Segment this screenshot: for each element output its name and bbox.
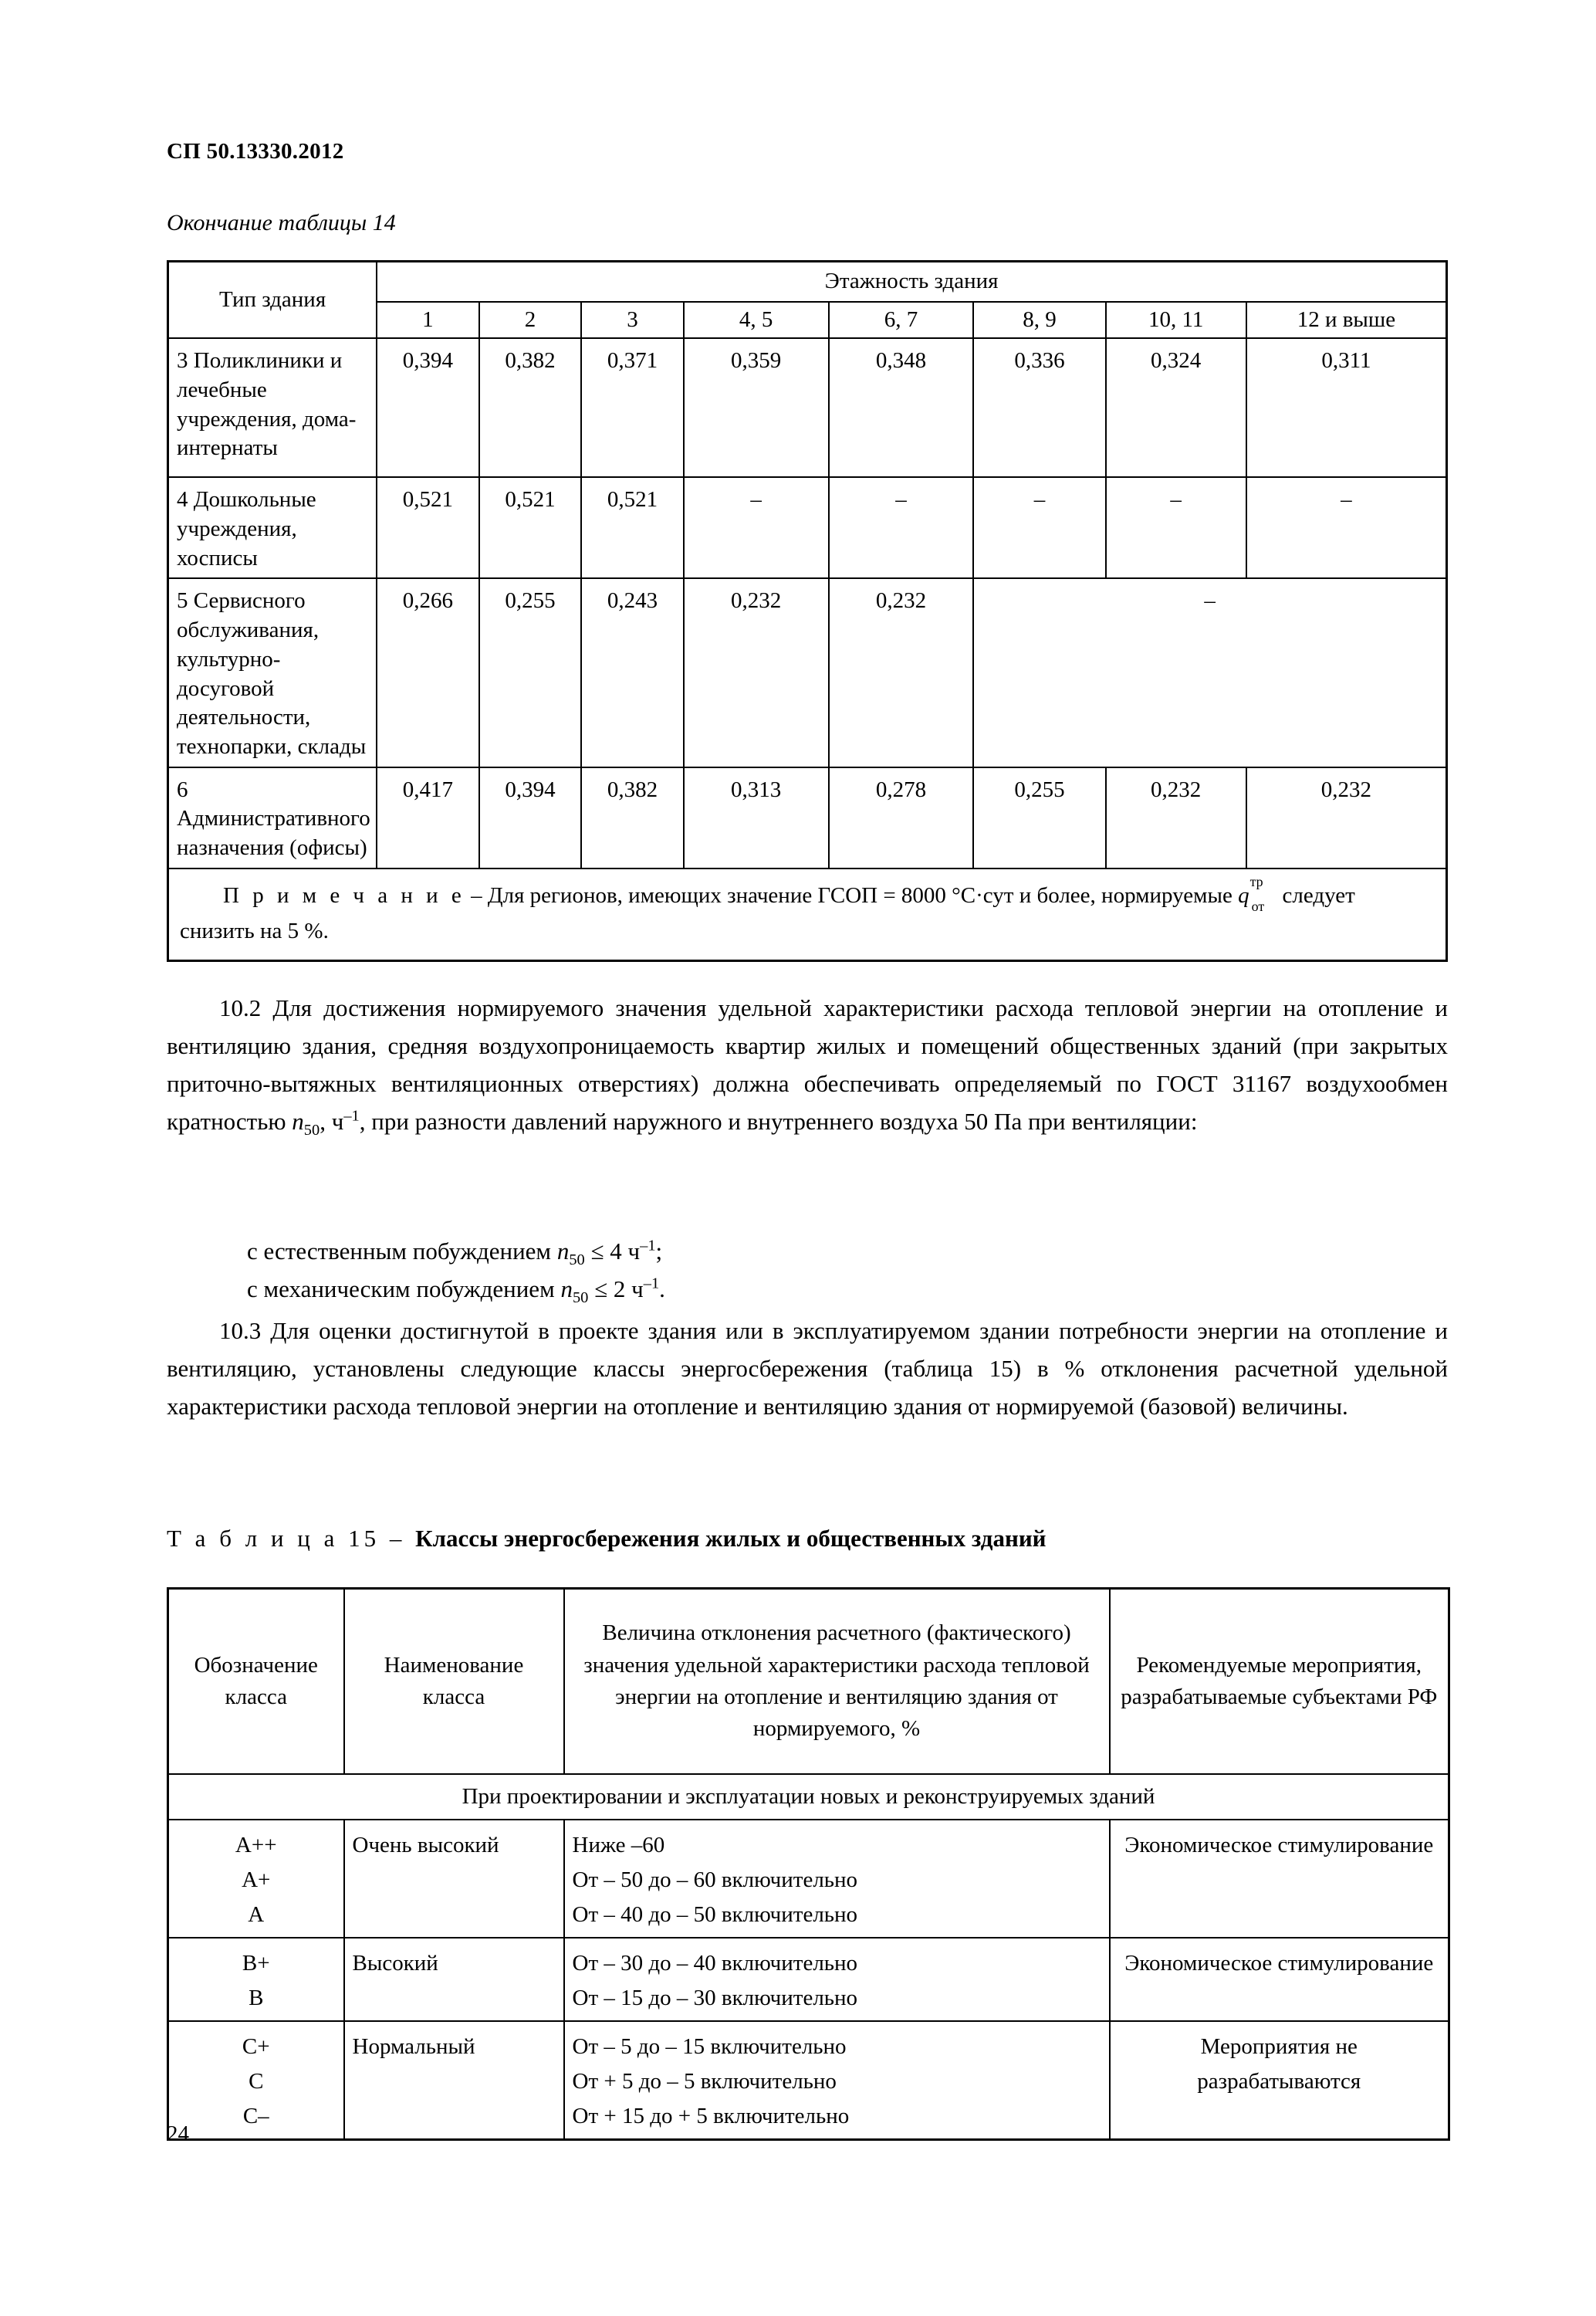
paragraph-10-3: 10.3 Для оценки достигнутой в проекте здания или в эксплуатируемом здании потребности энергии на отопление и вентиляцию, установлены следующие классы энергосбережения (таблица 15) в % отклонения расчетной удельной характеристики расхода тепловой энергии на отопление и вентиляцию здания от нормируемой (базовой) величины. (167, 1317, 1448, 1420)
page-number: 24 (167, 2121, 189, 2146)
class-code: B+ (242, 1951, 270, 1976)
table14-col-2: 2 (479, 302, 582, 339)
class-code: C (249, 2068, 264, 2094)
table14-col-1: 1 (377, 302, 479, 339)
table14-row6-name: 6 Административного назначения (офисы) (168, 767, 377, 868)
table14-col-8: 12 и выше (1246, 302, 1447, 339)
paragraph-10-2-variable-sub: 50 (303, 1122, 320, 1139)
table14-col-5: 6, 7 (829, 302, 974, 339)
table15-header-deviation: Величина отклонения расчетного (фактического) значения удельной характеристики расхода тепловой энергии на отопление и вентиляцию здания от нормируемого, % (564, 1589, 1110, 1774)
sub-natural-variable: n (556, 1238, 570, 1265)
table15-group3-name: Нормальный (344, 2021, 564, 2139)
table14-row4-v1: 0,521 (377, 477, 479, 578)
paragraph-10-2-variable: n (292, 1107, 304, 1135)
table14-row3-v6: 0,336 (973, 338, 1105, 477)
table14-row4-v8: – (1246, 477, 1447, 578)
table-row (168, 767, 1447, 868)
paragraph-10-2-text: 10.2 Для достижения нормируемого значения удельной характеристики расхода тепловой энергии на отопление и вентиляцию здания, средняя воздухопроницаемость квартир жилых и помещений общественных зданий (при закрытых приточно-вытяжных вентиляционных отверстиях) должна обеспечивать определяемый по ГОСТ 31167 воздухообмен кратностью (167, 994, 1448, 1135)
table-row (168, 1938, 1449, 2021)
table15-group1-measures: Экономическое стимулирование (1110, 1820, 1449, 1938)
paragraph-10-2 (167, 990, 1448, 1143)
table14-container (167, 260, 1448, 962)
table14-row4-v6: – (973, 477, 1105, 578)
table14-col-4: 4, 5 (684, 302, 829, 339)
sub-mech-tail: . (659, 1275, 665, 1302)
table14-col-7: 10, 11 (1106, 302, 1246, 339)
table15-caption-title: Классы энергосбережения жилых и общественных зданий (415, 1525, 1047, 1552)
class-code: C– (242, 2103, 269, 2128)
table15-group2-name: Высокий (344, 1938, 564, 2021)
table14-header-type: Тип здания (168, 262, 377, 339)
sub-natural-variable-sub: 50 (569, 1251, 585, 1269)
table15-section-row (168, 1774, 1449, 1820)
table14-row3-v7: 0,324 (1106, 338, 1246, 477)
table-row (168, 477, 1447, 578)
class-code: B (249, 1985, 264, 2010)
table14-row6-v5: 0,278 (829, 767, 974, 868)
sub-mech-mid: ≤ 2 ч (588, 1275, 644, 1302)
table-row (168, 338, 1447, 477)
table15-container (167, 1587, 1450, 2141)
table14-row3-v4: 0,359 (684, 338, 829, 477)
range-line: От – 30 до – 40 включительно (572, 1951, 858, 1976)
table15-header-class-name: Наименование класса (344, 1589, 564, 1774)
table14-header-storeys: Этажность здания (377, 262, 1446, 302)
table15 (167, 1587, 1450, 2141)
table14-row4-v7: – (1106, 477, 1246, 578)
table14-row3-name: 3 Поликлиники и лечебные учреждения, дома-интернаты (168, 338, 377, 477)
table15-header-measures: Рекомендуемые мероприятия, разрабатываемые субъектами РФ (1110, 1589, 1449, 1774)
range-line: От – 50 до – 60 включительно (572, 1867, 858, 1893)
sub-item-mechanical-ventilation (167, 1271, 1448, 1311)
sub-mech-sup: –1 (643, 1275, 660, 1292)
table-row (168, 578, 1447, 767)
table15-group3-measures: Мероприятия не разрабатываются (1110, 2021, 1449, 2139)
table14-header-row-1 (168, 262, 1447, 302)
table15-header-row (168, 1589, 1449, 1774)
table15-group1-classes (168, 1820, 344, 1938)
table14-note-symbol-sub: от (1251, 898, 1265, 914)
sub-mech-prefix: с механическим побуждением (247, 1275, 561, 1302)
table14-row6-v3: 0,382 (581, 767, 684, 868)
table14-col-3: 3 (581, 302, 684, 339)
table14-row4-v5: – (829, 477, 974, 578)
table14-row4-name: 4 Дошкольные учреждения, хосписы (168, 477, 377, 578)
table14-col-6: 8, 9 (973, 302, 1105, 339)
table15-group3-classes (168, 2021, 344, 2139)
table14-note-symbol (1238, 874, 1276, 915)
table14-note-symbol-base: q (1238, 882, 1249, 908)
sub-mech-variable: n (560, 1275, 573, 1302)
range-line: От – 5 до – 15 включительно (572, 2033, 847, 2059)
table14-row6-v6: 0,255 (973, 767, 1105, 868)
table14 (167, 260, 1448, 962)
table15-group1-ranges (564, 1820, 1110, 1938)
table14-row3-v3: 0,371 (581, 338, 684, 477)
paragraph-10-2-sup: –1 (343, 1107, 360, 1125)
document-standard-code: СП 50.13330.2012 (167, 139, 344, 164)
table14-row5-v2: 0,255 (479, 578, 582, 767)
table14-row6-v8: 0,232 (1246, 767, 1447, 868)
table14-row5-v4: 0,232 (684, 578, 829, 767)
class-code: A+ (242, 1867, 271, 1893)
table15-group2-measures: Экономическое стимулирование (1110, 1938, 1449, 2021)
table15-group1-name: Очень высокий (344, 1820, 564, 1938)
table15-caption-label: Т а б л и ц а 15 – (167, 1525, 416, 1552)
range-line: От + 5 до – 5 включительно (572, 2068, 837, 2094)
sub-natural-prefix: с естественным побуждением (247, 1238, 557, 1265)
paragraph-10-2-tail: , при разности давлений наружного и внутреннего воздуха 50 Па при вентиляции: (359, 1107, 1198, 1135)
class-code: A (248, 1902, 265, 1928)
table-row (168, 1820, 1449, 1938)
table14-note-text-2: следует снизить на 5 %. (180, 882, 1355, 944)
table15-header-class-code: Обозначение класса (168, 1589, 344, 1774)
table14-row6-v7: 0,232 (1106, 767, 1246, 868)
table14-row4-v2: 0,521 (479, 477, 582, 578)
table14-note-symbol-sup: тр (1249, 874, 1263, 890)
table14-row3-v5: 0,348 (829, 338, 974, 477)
table15-group2-ranges (564, 1938, 1110, 2021)
table14-row5-v1: 0,266 (377, 578, 479, 767)
range-line: От – 15 до – 30 включительно (572, 1985, 858, 2010)
class-code: C+ (242, 2033, 270, 2059)
table-row (168, 2021, 1449, 2139)
table14-row4-v4: – (684, 477, 829, 578)
table14-note-row (168, 868, 1447, 961)
table14-row3-v1: 0,394 (377, 338, 479, 477)
sub-mech-variable-sub: 50 (572, 1289, 589, 1307)
table14-row5-v5: 0,232 (829, 578, 974, 767)
table14-row4-v3: 0,521 (581, 477, 684, 578)
table15-caption (167, 1525, 1448, 1552)
sub-natural-tail: ; (655, 1238, 663, 1265)
table15-group3-ranges (564, 2021, 1110, 2139)
sub-natural-mid: ≤ 4 ч (584, 1238, 641, 1265)
class-code: A++ (235, 1833, 277, 1858)
range-line: Ниже –60 (572, 1833, 665, 1858)
table14-note-text-1: – Для регионов, имеющих значение ГСОП = 8000 °C·сут и более, нормируемые (465, 882, 1239, 908)
paragraph-10-2-cont: , ч (320, 1107, 344, 1135)
table14-note (168, 868, 1447, 961)
sub-item-natural-ventilation (167, 1233, 1448, 1273)
table14-row5-name: 5 Сервисного обслуживания, культурно-досуговой деятельности, технопарки, склады (168, 578, 377, 767)
range-line: От – 40 до – 50 включительно (572, 1902, 858, 1928)
table15-section-label: При проектировании и эксплуатации новых и реконструируемых зданий (168, 1774, 1449, 1820)
table14-row6-v2: 0,394 (479, 767, 582, 868)
table14-row5-merged-tail: – (973, 578, 1446, 767)
table14-row6-v4: 0,313 (684, 767, 829, 868)
table14-note-label: П р и м е ч а н и е (223, 882, 465, 908)
table14-row5-v3: 0,243 (581, 578, 684, 767)
table14-continuation-caption: Окончание таблицы 14 (167, 210, 396, 235)
range-line: От + 15 до + 5 включительно (572, 2103, 850, 2128)
sub-natural-sup: –1 (640, 1237, 656, 1254)
table14-row3-v8: 0,311 (1246, 338, 1447, 477)
table15-group2-classes (168, 1938, 344, 2021)
table14-row6-v1: 0,417 (377, 767, 479, 868)
table14-row3-v2: 0,382 (479, 338, 582, 477)
